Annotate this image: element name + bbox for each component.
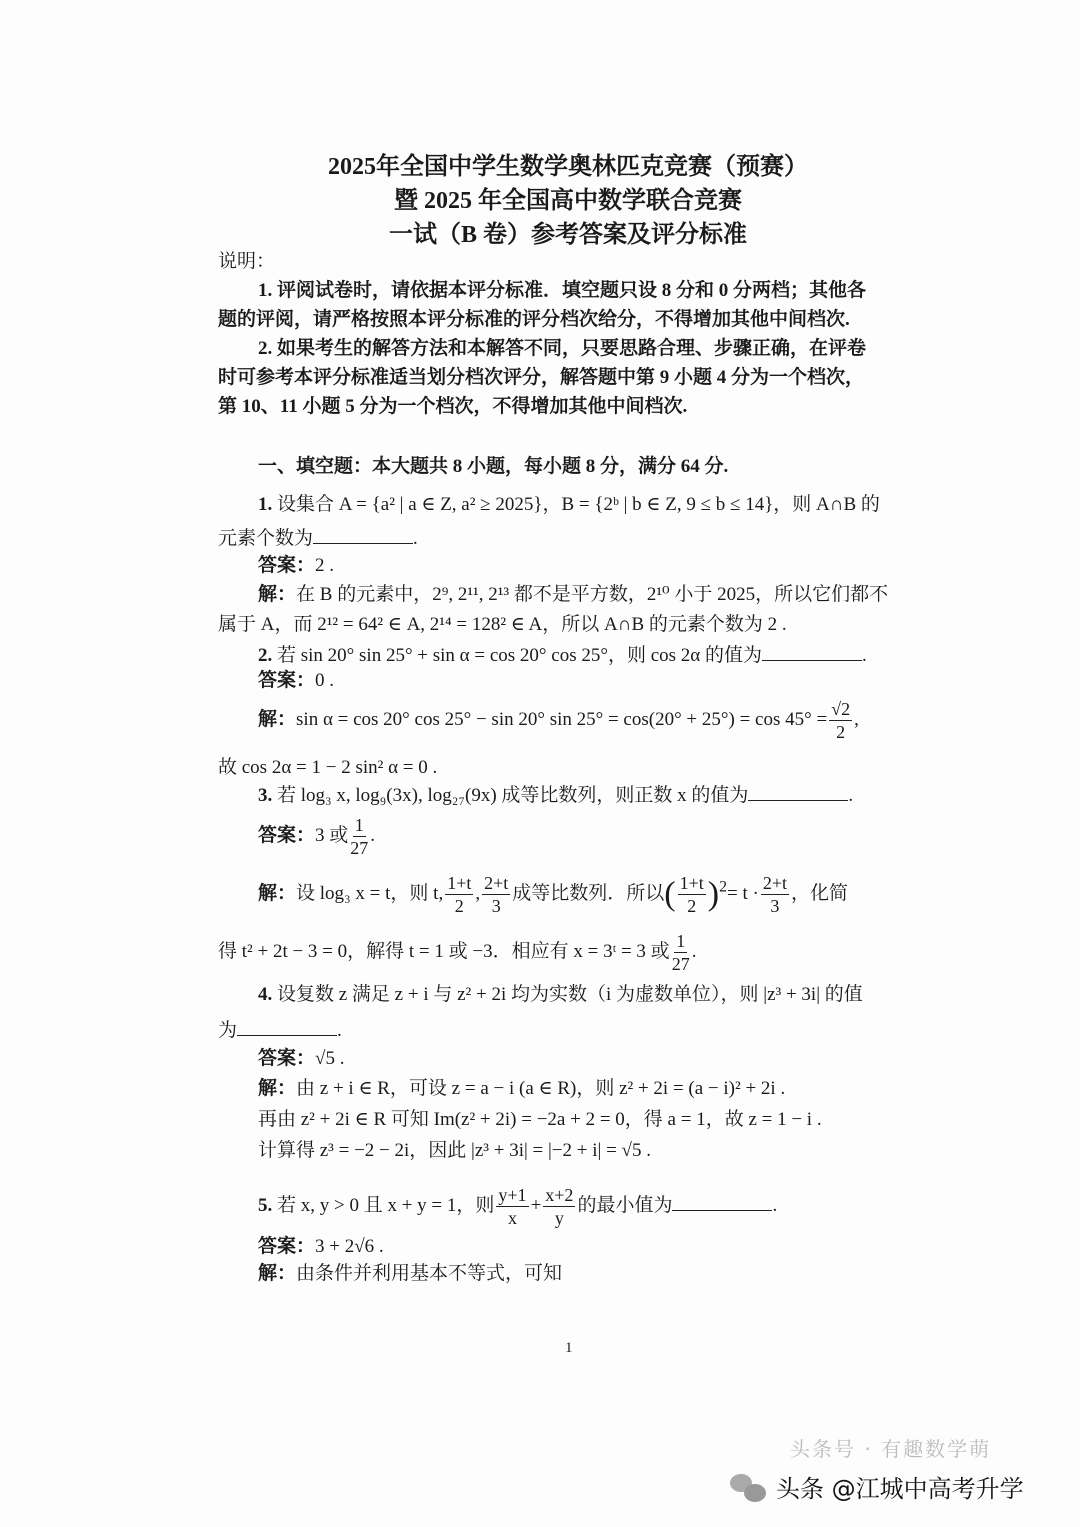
section-heading: 一、填空题：本大题共 8 小题，每小题 8 分，满分 64 分.: [258, 456, 729, 477]
question-1: [258, 492, 968, 518]
question-1-cont: 元素个数为 .: [218, 525, 928, 552]
solution-3: 解：设 log₃ x = t，则 t, $\frac{1+t}{2}$ , $\frac{2+t}{3}$ 成等比数列．所以( $\frac{1+t}{2}$ )$^2$= t · $\frac{2+t}{3}$ ，化简: [258, 873, 849, 916]
solution-text: sin α = cos 20° cos 25° − sin 20° sin 25° = cos(20° + 25°) = cos 45° =: [296, 708, 828, 730]
answer-4: [258, 1046, 968, 1072]
question-text: 设复数 z 满足 z + i 与 z² + 2i 均为实数（i 为虚数单位），则 |z³ + 3i| 的值: [277, 984, 863, 1005]
question-4-cont: 为 .: [218, 1017, 928, 1044]
title-line-3: 一试（B 卷）参考答案及评分标准: [388, 222, 747, 248]
question-number: 1.: [258, 494, 273, 515]
answer-label: 答案：: [258, 1048, 316, 1069]
question-5: 5. 若 x, y > 0 且 x + y = 1，则 $\frac{y+1}{x}$ + $\frac{x+2}{y}$ 的最小值为 .: [258, 1185, 778, 1228]
question-text: 元素个数为: [218, 528, 314, 549]
question-text: 设集合 A = {a² | a ∈ Z, a² ≥ 2025}，B = {2ᵇ | b ∈ Z, 9 ≤ b ≤ 14}，则 A∩B 的: [277, 494, 880, 515]
fraction: $\frac{1+t}{2}$: [679, 873, 704, 916]
solution-2-cont: 故 cos 2α = 1 − 2 sin² α = 0 .: [218, 757, 438, 778]
answer-5: [258, 1234, 968, 1260]
fraction: $\frac{1}{27}$: [350, 815, 369, 858]
fraction: $\frac{2+t}{3}$: [484, 873, 509, 916]
solution-label: 解：: [258, 584, 297, 605]
solution-3-cont: 得 t² + 2t − 3 = 0，解得 t = 1 或 −3．相应有 x = 3ᵗ = 3 或 $\frac{1}{27}$ .: [218, 931, 697, 974]
solution-5: 解：由条件并利用基本不等式，可知: [258, 1263, 563, 1284]
solution-1: [258, 582, 968, 608]
watermark-ghost-text: 头条号 · 有趣数学萌: [790, 1437, 992, 1461]
question-number: 5.: [258, 1194, 273, 1216]
solution-label: 解：: [258, 882, 297, 904]
answer-blank: [762, 642, 862, 661]
answer-value: 3 + 2√6 .: [315, 1236, 384, 1257]
solution-label: 解：: [258, 1263, 297, 1284]
solution-2: 解：sin α = cos 20° cos 25° − sin 20° sin 25° = cos(20° + 25°) = cos 45° = $\frac{√2}{2}$ ,: [258, 699, 859, 742]
question-text: 若 sin 20° sin 25° + sin α = cos 20° cos 25°，则 cos 2α 的值为: [277, 645, 762, 666]
note-line: 时可参考本评分标准适当划分档次评分，解答题中第 9 小题 4 分为一个档次，: [218, 367, 865, 388]
solution-4: 解：由 z + i ∈ R，可设 z = a − i (a ∈ R)，则 z² + 2i = (a − i)² + 2i .: [258, 1078, 786, 1099]
wechat-icon: [730, 1474, 768, 1504]
answer-1: [258, 553, 968, 579]
note-line: 题的评阅，请严格按照本评分标准的评分档次给分，不得增加其他中间档次.: [218, 309, 850, 330]
answer-value: 0 .: [315, 670, 335, 691]
answer-2: [258, 668, 968, 694]
notes-label: 说明：: [218, 251, 276, 272]
title-line-1: 2025年全国中学生数学奥林匹克竞赛（预赛）: [328, 154, 808, 180]
question-number: 4.: [258, 984, 273, 1005]
answer-label: 答案：: [258, 824, 316, 846]
title-line-2: 暨 2025 年全国高中数学联合竞赛: [394, 188, 742, 214]
fraction: $\frac{1}{27}$: [671, 931, 690, 974]
question-2: 2. 若 sin 20° sin 25° + sin α = cos 20° cos 25°，则 cos 2α 的值为 .: [258, 642, 968, 669]
answer-blank: [237, 1017, 337, 1036]
answer-value: 2 .: [315, 555, 335, 576]
question-4: [258, 982, 968, 1008]
solution-label: 解：: [258, 1078, 297, 1099]
question-text: 若 log₃ x, log₉(3x), log₂₇(9x) 成等比数列，则正数 x 的值为: [277, 785, 749, 806]
answer-3: 答案：3 或 $\frac{1}{27}$ .: [258, 815, 376, 858]
note-line: 2. 如果考生的解答方法和本解答不同，只要思路合理、步骤正确，在评卷: [258, 338, 867, 359]
page-number: 1: [565, 1340, 573, 1356]
fraction: $\frac{y+1}{x}$: [498, 1185, 527, 1228]
fraction: $\frac{1+t}{2}$: [447, 873, 472, 916]
note-line: 1. 评阅试卷时，请依据本评分标准．填空题只设 8 分和 0 分两档；其他各: [258, 280, 867, 301]
question-number: 2.: [258, 645, 273, 666]
question-3: 3. 若 log₃ x, log₉(3x), log₂₇(9x) 成等比数列，则正数 x 的值为 .: [258, 782, 968, 809]
question-number: 3.: [258, 785, 273, 806]
solution-label: 解：: [258, 708, 297, 730]
answer-value: √5 .: [315, 1048, 345, 1069]
answer-label: 答案：: [258, 1236, 316, 1257]
answer-blank: [313, 525, 413, 544]
fraction: $\frac{2+t}{3}$: [762, 873, 787, 916]
watermark-text: 头条 @江城中高考升学: [776, 1475, 1024, 1503]
fraction: $\frac{x+2}{y}$: [545, 1185, 574, 1228]
fraction: $\frac{√2}{2}$: [831, 699, 851, 742]
answer-label: 答案：: [258, 670, 316, 691]
solution-text: 在 B 的元素中，2⁹, 2¹¹, 2¹³ 都不是平方数，2¹⁰ 小于 2025，所以它们都不: [296, 584, 889, 605]
answer-blank: [672, 1192, 772, 1211]
solution-4-line-3: 计算得 z³ = −2 − 2i，因此 |z³ + 3i| = |−2 + i| = √5 .: [258, 1140, 651, 1161]
solution-4-line-2: 再由 z² + 2i ∈ R 可知 Im(z² + 2i) = −2a + 2 = 0，得 a = 1，故 z = 1 − i .: [258, 1109, 822, 1130]
solution-1-cont: 属于 A，而 2¹² = 64² ∈ A, 2¹⁴ = 128² ∈ A，所以 A∩B 的元素个数为 2 .: [218, 614, 787, 635]
answer-label: 答案：: [258, 555, 316, 576]
answer-blank: [748, 782, 848, 801]
watermark: [730, 1474, 1024, 1504]
note-line: 第 10、11 小题 5 分为一个档次，不得增加其他中间档次.: [218, 396, 688, 417]
answer-value: 3 或: [315, 824, 349, 846]
